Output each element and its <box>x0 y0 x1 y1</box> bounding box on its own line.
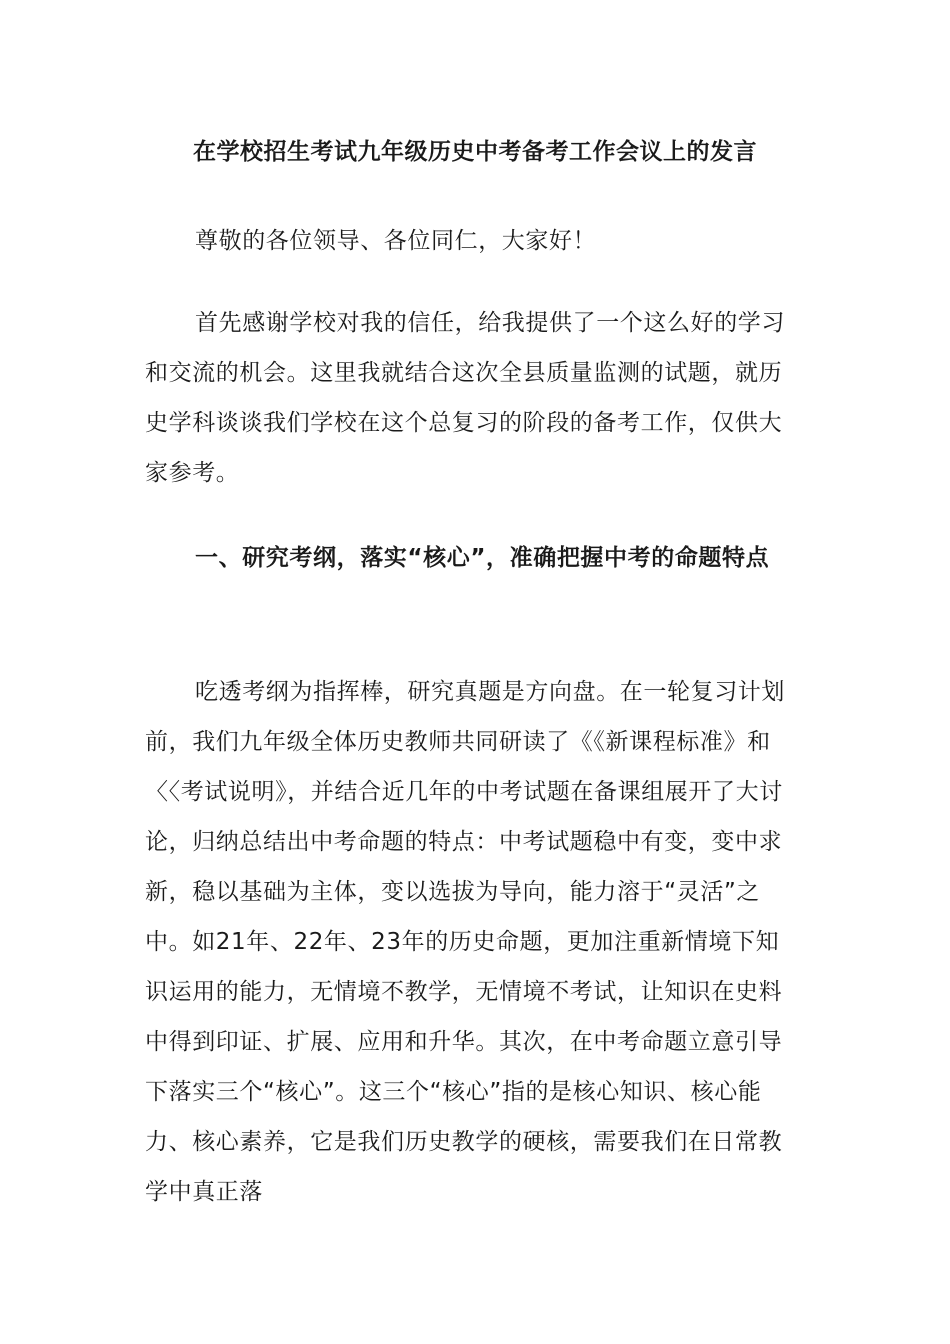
section-body-paragraph: 吃透考纲为指挥棒，研究真题是方向盘。在一轮复习计划前，我们九年级全体历史教师共同研读了《《新课程标准》和〈〈考试说明》，并结合近几年的中考试题在备课组展开了大讨论，归纳总结出中考命题的特点：中考试题稳中有变，变中求新，稳以基础为主体，变以选拔为导向，能力溶于“灵活”之中。如21年、22年、23年的历史命题，更加注重新情境下知识运用的能力，无情境不教学，无情境不考试，让知识在史料中得到印证、扩展、应用和升华。其次，在中考命题立意引导下落实三个“核心”。这三个“核心”指的是核心知识、核心能力、核心素养，它是我们历史教学的硬核，需要我们在日常教学中真正落 <box>145 679 785 1205</box>
greeting-paragraph: 尊敬的各位领导、各位同仁，大家好！ <box>195 228 597 254</box>
intro-paragraph: 首先感谢学校对我的信任，给我提供了一个这么好的学习和交流的机会。这里我就结合这次全县质量监测的试题，就历史学科谈谈我们学校在这个总复习的阶段的备考工作，仅供大家参考。 <box>145 310 785 486</box>
section-heading: 一、研究考纲，落实“核心”，准确把握中考的命题特点 <box>195 545 770 571</box>
document-title: 在学校招生考试九年级历史中考备考工作会议上的发言 <box>193 139 757 165</box>
